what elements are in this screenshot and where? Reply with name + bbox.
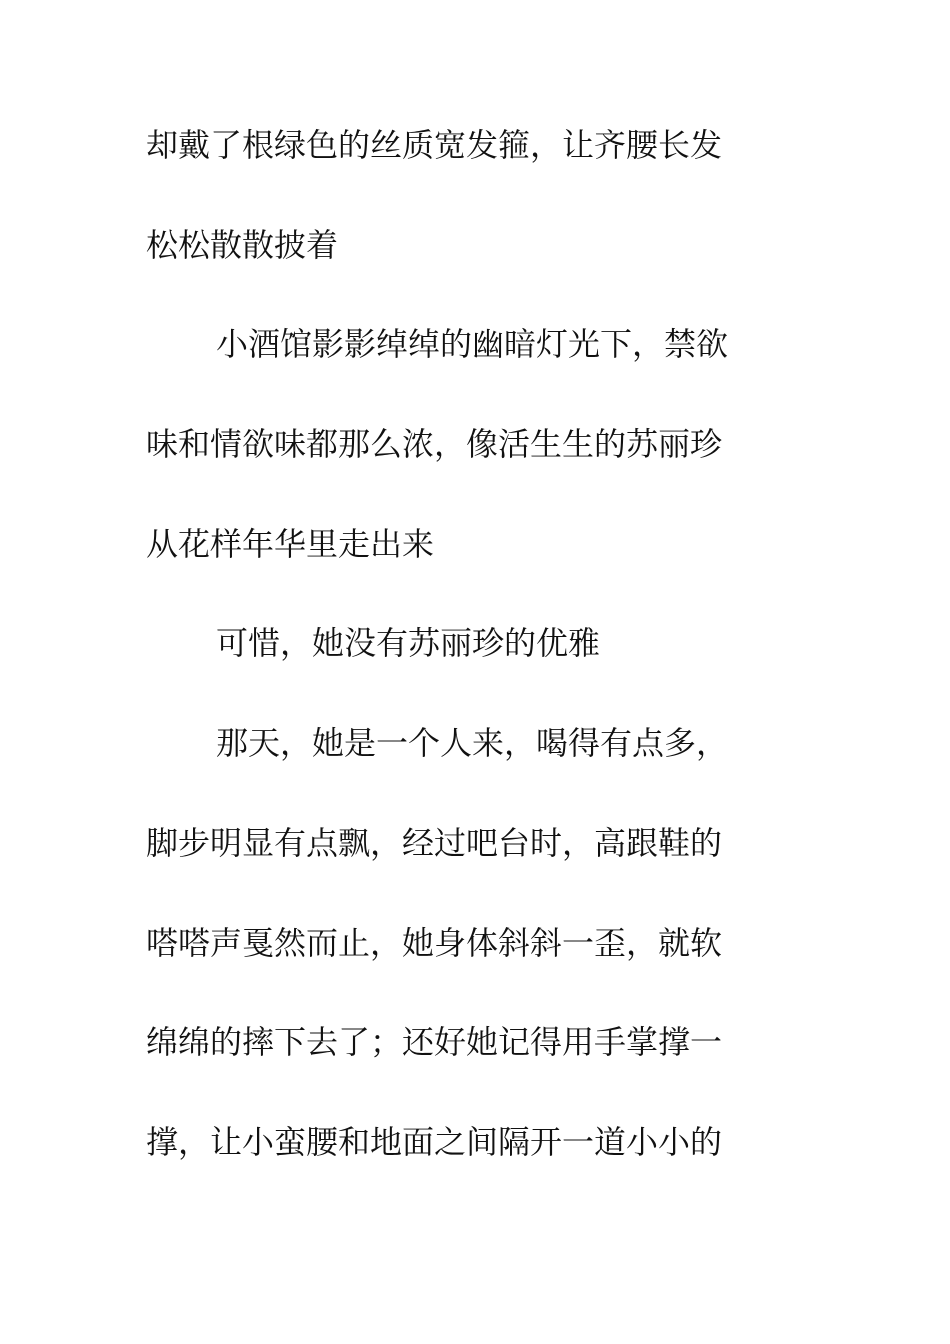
text-line: 脚步明显有点飘，经过吧台时，高跟鞋的 — [146, 823, 723, 862]
text-line: 从花样年华里走出来 — [146, 524, 435, 563]
document-body-text — [146, 126, 786, 1226]
text-line: 小酒馆影影绰绰的幽暗灯光下，禁欲 — [216, 325, 729, 364]
text-line: 那天，她是一个人来，喝得有点多， — [216, 724, 729, 763]
text-line: 味和情欲味都那么浓，像活生生的苏丽珍 — [146, 425, 723, 464]
text-line: 松松散散披着 — [146, 225, 339, 264]
text-line: 撑，让小蛮腰和地面之间隔开一道小小的 — [146, 1122, 723, 1161]
text-line: 可惜，她没有苏丽珍的优雅 — [216, 624, 601, 663]
text-line: 却戴了根绿色的丝质宽发箍，让齐腰长发 — [146, 126, 723, 164]
text-line: 嗒嗒声戛然而止，她身体斜斜一歪，就软 — [146, 923, 723, 962]
text-line: 绵绵的摔下去了；还好她记得用手掌撑一 — [146, 1023, 723, 1062]
